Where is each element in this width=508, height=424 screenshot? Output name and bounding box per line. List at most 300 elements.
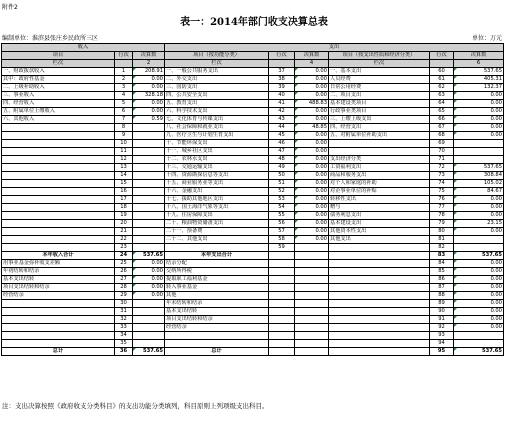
expense-func-value: 0.00 (295, 140, 329, 148)
expense-econ-value: 0.00 (454, 196, 504, 204)
expense-econ-rownum: 62 (430, 84, 454, 92)
expense-econ-item (329, 252, 430, 260)
expense-econ-rownum: 90 (430, 308, 454, 316)
expense-func-item: 二十二、其他支出 (165, 236, 269, 244)
table-row (2, 204, 504, 212)
expense-func-rownum (269, 292, 295, 300)
expense-func-value (295, 252, 329, 260)
expense-func-item: 结余分配 (165, 260, 269, 268)
expense-econ-rownum: 76 (430, 196, 454, 204)
expense-func-value: 0.00 (295, 220, 329, 228)
table-row (2, 340, 504, 348)
income-rownum: 23 (115, 244, 133, 252)
expense-func-item: 二十、粮油物资储备支出 (165, 220, 269, 228)
expense-func-item: 其他 (165, 292, 269, 300)
seq-empty (115, 60, 133, 68)
income-rownum: 9 (115, 132, 133, 140)
income-rownum: 35 (115, 340, 133, 348)
income-value: 328.18 (133, 92, 165, 100)
expense-func-value: 0.00 (295, 108, 329, 116)
expense-econ-rownum: 86 (430, 276, 454, 284)
income-value (133, 300, 165, 308)
income-item: 经营结余 (2, 292, 115, 300)
income-value: 0.00 (133, 284, 165, 292)
expense-econ-item: 人员经费 (329, 76, 430, 84)
income-rownum: 13 (115, 164, 133, 172)
income-value (133, 324, 165, 332)
income-value (133, 244, 165, 252)
expense-func-rownum: 54 (269, 204, 295, 212)
expense-func-rownum: 41 (269, 100, 295, 108)
expense-func-item: 十二、农林水支出 (165, 156, 269, 164)
expense-econ-value: 537.65 (454, 164, 504, 172)
expense-econ-rownum: 64 (430, 100, 454, 108)
income-value (133, 140, 165, 148)
expense-func-value: 0.00 (295, 148, 329, 156)
expense-econ-item: 日常公用经费 (329, 84, 430, 92)
expense-func-value (295, 276, 329, 284)
seq-empty-2 (269, 60, 295, 68)
expense-econ-item (329, 268, 430, 276)
expense-econ-value: 0.00 (454, 324, 504, 332)
income-rownum: 36 (115, 348, 133, 356)
expense-econ-rownum: 60 (430, 68, 454, 76)
income-item (2, 140, 115, 148)
expense-func-value: 48.85 (295, 124, 329, 132)
seq-label: 栏次 (2, 60, 115, 68)
income-value (133, 308, 165, 316)
expense-econ-rownum: 92 (430, 324, 454, 332)
expense-econ-value: 0.00 (454, 212, 504, 220)
table-row (2, 100, 504, 108)
expense-econ-rownum: 69 (430, 140, 454, 148)
expense-econ-value: 84.67 (454, 188, 504, 196)
table-row (2, 316, 504, 324)
expense-func-item: 一、一般公共服务支出 (165, 68, 269, 76)
income-item (2, 244, 115, 252)
income-item: 二、上级补助收入 (2, 84, 115, 92)
income-value (133, 164, 165, 172)
table-row (2, 148, 504, 156)
income-item (2, 340, 115, 348)
expense-func-rownum (269, 324, 295, 332)
table-row (2, 244, 504, 252)
expense-econ-value: 308.84 (454, 172, 504, 180)
expense-econ-rownum: 89 (430, 300, 454, 308)
expense-econ-value: 0.00 (454, 300, 504, 308)
expense-econ-value: 405.31 (454, 76, 504, 84)
income-rownum: 34 (115, 332, 133, 340)
expense-econ-item: 行政事业类项目 (329, 108, 430, 116)
income-rownum: 11 (115, 148, 133, 156)
income-item: 年初结转和结余 (2, 268, 115, 276)
table-row (2, 268, 504, 276)
expense-func-rownum: 55 (269, 212, 295, 220)
expense-econ-value: 0.00 (454, 228, 504, 236)
expense-econ-item: 赠与 (329, 204, 430, 212)
income-rownum: 10 (115, 140, 133, 148)
income-rownum: 22 (115, 236, 133, 244)
table-row (2, 188, 504, 196)
income-item: 用事业基金弥补收支差额 (2, 260, 115, 268)
income-value: 0.00 (133, 108, 165, 116)
table-row (2, 228, 504, 236)
expense-func-value: 0.00 (295, 180, 329, 188)
expense-func-rownum (269, 316, 295, 324)
expense-func-rownum (269, 348, 295, 356)
expense-func-rownum: 47 (269, 148, 295, 156)
expense-func-value: 0.00 (295, 236, 329, 244)
table-row (2, 260, 504, 268)
expense-func-value: 0.00 (295, 204, 329, 212)
expense-func-value (295, 324, 329, 332)
income-rownum: 12 (115, 156, 133, 164)
income-value: 208.91 (133, 68, 165, 76)
expense-econ-item: 对企事业单位的补贴 (329, 188, 430, 196)
income-value: 0.00 (133, 268, 165, 276)
expense-econ-item: 基本建设支出 (329, 220, 430, 228)
expense-func-rownum: 43 (269, 116, 295, 124)
income-rownum: 1 (115, 68, 133, 76)
income-item (2, 220, 115, 228)
table-row (2, 212, 504, 220)
income-rownum: 3 (115, 84, 133, 92)
expense-func-value: 0.00 (295, 132, 329, 140)
expense-econ-rownum: 95 (430, 348, 454, 356)
expense-econ-rownum: 66 (430, 116, 454, 124)
income-value (133, 180, 165, 188)
expense-econ-item (329, 340, 430, 348)
expense-econ-item: 一、基本支出 (329, 68, 430, 76)
expense-econ-rownum: 85 (430, 268, 454, 276)
income-item (2, 172, 115, 180)
expense-func-rownum (269, 340, 295, 348)
income-value: 0.59 (133, 116, 165, 124)
table-row (2, 276, 504, 284)
income-rownum: 20 (115, 220, 133, 228)
expense-econ-item: 四、经营支出 (329, 124, 430, 132)
income-item (2, 148, 115, 156)
expense-econ-item (329, 332, 430, 340)
income-value (133, 132, 165, 140)
expense-econ-value: 0.00 (454, 100, 504, 108)
expense-func-value: 0.00 (295, 228, 329, 236)
expense-econ-value (454, 244, 504, 252)
expense-econ-item: 支出经济分类 (329, 156, 430, 164)
expense-econ-item: 其他资本性支出 (329, 228, 430, 236)
expense-econ-rownum: 88 (430, 292, 454, 300)
expense-func-rownum: 44 (269, 124, 295, 132)
expense-func-rownum: 51 (269, 180, 295, 188)
expense-func-item: 十五、商业服务业等支出 (165, 180, 269, 188)
income-item: 总计 (2, 348, 115, 356)
income-item (2, 308, 115, 316)
footnote: 注：支出决算按照《政府收支分类科目》的支出功能分类填列，科目原则上列项级支出科目。 (2, 402, 269, 410)
expense-econ-value (454, 332, 504, 340)
table-row (2, 92, 504, 100)
expense-econ-value: 0.00 (454, 308, 504, 316)
expense-header: 支出 (165, 44, 504, 52)
income-rownum: 26 (115, 268, 133, 276)
expense-func-value (295, 332, 329, 340)
expense-func-value (295, 260, 329, 268)
expense-econ-rownum: 61 (430, 76, 454, 84)
expense-func-value: 0.00 (295, 92, 329, 100)
expense-econ-item: 二、项目支出 (329, 92, 430, 100)
expense-func-item: 三、国防支出 (165, 84, 269, 92)
expense-func-value (295, 300, 329, 308)
expense-func-rownum (269, 332, 295, 340)
expense-econ-item (329, 244, 430, 252)
expense-econ-item (329, 140, 430, 148)
table-row (2, 348, 504, 356)
table-row (2, 196, 504, 204)
income-rownum: 6 (115, 108, 133, 116)
expense-func-item: 四、公共安全支出 (165, 92, 269, 100)
expense-econ-rownum: 71 (430, 156, 454, 164)
seq-4: 4 (295, 60, 329, 68)
income-value: 0.00 (133, 260, 165, 268)
expense-func-value: 0.00 (295, 156, 329, 164)
expense-func-item: 十九、住房保障支出 (165, 212, 269, 220)
income-rownum: 7 (115, 116, 133, 124)
income-value (133, 196, 165, 204)
expense-econ-rownum: 93 (430, 332, 454, 340)
table-meta (2, 33, 506, 43)
income-value: 0.00 (133, 292, 165, 300)
expense-econ-value: 0.00 (454, 132, 504, 140)
income-value (133, 236, 165, 244)
expense-func-rownum: 57 (269, 228, 295, 236)
expense-econ-rownum: 70 (430, 148, 454, 156)
expense-func-value: 488.83 (295, 100, 329, 108)
income-final-header: 决算数 (133, 52, 165, 60)
income-item: 三、事业收入 (2, 92, 115, 100)
expense-econ-rownum: 77 (430, 204, 454, 212)
expense-econ-item (329, 348, 430, 356)
income-item (2, 180, 115, 188)
expense-func-rownum: 40 (269, 92, 295, 100)
expense-func-rownum (269, 276, 295, 284)
income-value: 0.00 (133, 100, 165, 108)
expense-func-rownum (269, 260, 295, 268)
income-rownum: 14 (115, 172, 133, 180)
attachment-label: 附件2 (2, 4, 18, 11)
table-row (2, 124, 504, 132)
income-rownum: 21 (115, 228, 133, 236)
expense-econ-item (329, 284, 430, 292)
expense-rownum-header: 行次 (269, 52, 295, 60)
income-value (133, 340, 165, 348)
currency-unit: 单位：万元 (471, 35, 502, 42)
income-value: 537.65 (133, 252, 165, 260)
expense-func-item: 八、社会保障和就业支出 (165, 124, 269, 132)
expense-func-value: 0.00 (295, 164, 329, 172)
expense-func-rownum: 42 (269, 108, 295, 116)
income-item (2, 228, 115, 236)
expense-func-rownum (269, 268, 295, 276)
seq-empty-3 (430, 60, 454, 68)
income-item: 五、附属单位上缴收入 (2, 108, 115, 116)
expense-func-item: 十七、援助其他地区支出 (165, 196, 269, 204)
income-rownum: 4 (115, 92, 133, 100)
expense-func-item: 转入事业基金 (165, 284, 269, 292)
expense-econ-value: 0.00 (454, 92, 504, 100)
table-row (2, 84, 504, 92)
expense-econ-item (329, 316, 430, 324)
expense-econ-value (454, 148, 504, 156)
expense-func-rownum (269, 284, 295, 292)
unit-label: 编制单位： (2, 35, 33, 42)
table-row (2, 156, 504, 164)
expense-func-rownum (269, 300, 295, 308)
expense-econ-value: 0.00 (454, 268, 504, 276)
expense-func-rownum: 52 (269, 188, 295, 196)
expense-econ-item: 工资福利支出 (329, 164, 430, 172)
expense-econ-rownum: 73 (430, 172, 454, 180)
expense-func-item: 二十一、预备费 (165, 228, 269, 236)
expense-econ-item (329, 276, 430, 284)
expense-econ-value (454, 236, 504, 244)
expense-func-item: 项目支出结转和结余 (165, 316, 269, 324)
expense-func-value: 0.00 (295, 68, 329, 76)
table-row (2, 252, 504, 260)
expense-econ-item (329, 148, 430, 156)
expense-econ-value: 0.00 (454, 260, 504, 268)
expense-econ-item (329, 324, 430, 332)
expense-econ-value (454, 140, 504, 148)
income-rownum: 18 (115, 204, 133, 212)
expense-func-rownum: 46 (269, 140, 295, 148)
income-rownum: 25 (115, 260, 133, 268)
unit-name: 淮滨县张庄乡民政所三区 (32, 35, 99, 42)
seq-6: 6 (454, 60, 504, 68)
income-value (133, 212, 165, 220)
unit-line (2, 33, 98, 42)
income-item: 六、其他收入 (2, 116, 115, 124)
income-rownum-header: 行次 (115, 52, 133, 60)
table-row (2, 76, 504, 84)
expense-func-value: 0.00 (295, 84, 329, 92)
budget-table (1, 43, 504, 356)
income-rownum: 5 (115, 100, 133, 108)
expense-func-item: 提取职工福利基金 (165, 276, 269, 284)
expense-econ-value: 0.00 (454, 284, 504, 292)
expense-func-item: 十一、城乡社区支出 (165, 148, 269, 156)
expense-func-item: 十八、国土海洋气象等支出 (165, 204, 269, 212)
expense-econ-item: 基本建设类项目 (329, 100, 430, 108)
expense-func-value (295, 284, 329, 292)
expense-econ-item (329, 308, 430, 316)
expense-econ-value: 0.00 (454, 316, 504, 324)
table-row (2, 308, 504, 316)
expense-econ-rownum: 79 (430, 220, 454, 228)
income-value (133, 220, 165, 228)
table-row (2, 300, 504, 308)
expense-func-item: 交纳所得税 (165, 268, 269, 276)
expense-econ-value: 0.00 (454, 276, 504, 284)
expense-econ-value: 0.00 (454, 292, 504, 300)
table-row (2, 292, 504, 300)
expense-econ-value: 132.37 (454, 84, 504, 92)
expense-func-value: 0.00 (295, 116, 329, 124)
table-row (2, 116, 504, 124)
table-row (2, 172, 504, 180)
expense-econ-rownum: 75 (430, 188, 454, 196)
expense-econ-item (329, 300, 430, 308)
income-rownum: 33 (115, 324, 133, 332)
table-row (2, 284, 504, 292)
expense-econ-item: 转移性支出 (329, 196, 430, 204)
expense-econ-value: 105.02 (454, 180, 504, 188)
income-rownum: 24 (115, 252, 133, 260)
expense-econ-rownum: 81 (430, 236, 454, 244)
expense-econ-value: 537.65 (454, 68, 504, 76)
expense-func-item: 十三、交通运输支出 (165, 164, 269, 172)
income-value (133, 316, 165, 324)
expense-econ-value: 23.15 (454, 220, 504, 228)
expense-econ-rownum: 63 (430, 92, 454, 100)
expense-func-item: 六、科学技术支出 (165, 108, 269, 116)
expense-econ-rownum: 72 (430, 164, 454, 172)
expense-final-header-2: 决算数 (454, 52, 504, 60)
income-rownum: 8 (115, 124, 133, 132)
income-rownum: 27 (115, 276, 133, 284)
expense-econ-rownum: 68 (430, 132, 454, 140)
income-item (2, 196, 115, 204)
expense-func-rownum: 59 (269, 244, 295, 252)
expense-func-item: 二、外交支出 (165, 76, 269, 84)
expense-func-item: 十六、金融支出 (165, 188, 269, 196)
expense-func-value (295, 348, 329, 356)
income-value: 537.65 (133, 348, 165, 356)
expense-func-item: 九、医疗卫生与计划生育支出 (165, 132, 269, 140)
expense-final-header: 决算数 (295, 52, 329, 60)
income-rownum: 2 (115, 76, 133, 84)
income-item: 基本支出结转 (2, 276, 115, 284)
expense-econ-item: 其他支出 (329, 236, 430, 244)
expense-econ-value: 0.00 (454, 204, 504, 212)
table-row (2, 108, 504, 116)
income-header: 收入 (2, 44, 165, 52)
income-item: 本年收入合计 (2, 252, 115, 260)
income-item (2, 300, 115, 308)
income-value (133, 124, 165, 132)
expense-econ-item: 对个人和家庭的补助 (329, 180, 430, 188)
income-item-header: 项目 (2, 52, 115, 60)
expense-func-rownum: 39 (269, 84, 295, 92)
expense-func-item: 基本支出结转 (165, 308, 269, 316)
income-rownum: 15 (115, 180, 133, 188)
income-rownum: 30 (115, 300, 133, 308)
income-rownum: 31 (115, 308, 133, 316)
table-row (2, 140, 504, 148)
expense-econ-value: 537.65 (454, 348, 504, 356)
expense-func-item: 七、文化体育与传媒支出 (165, 116, 269, 124)
income-value (133, 172, 165, 180)
income-item (2, 164, 115, 172)
expense-econ-header: 项目（按支出性质和经济分类） (329, 52, 430, 60)
expense-econ-item: 债务利息支出 (329, 212, 430, 220)
table-row (2, 180, 504, 188)
expense-func-value (295, 316, 329, 324)
income-value: 0.00 (133, 276, 165, 284)
expense-func-item (165, 340, 269, 348)
expense-func-rownum: 45 (269, 132, 295, 140)
income-item (2, 316, 115, 324)
expense-func-value (295, 308, 329, 316)
expense-econ-value: 537.65 (454, 252, 504, 260)
